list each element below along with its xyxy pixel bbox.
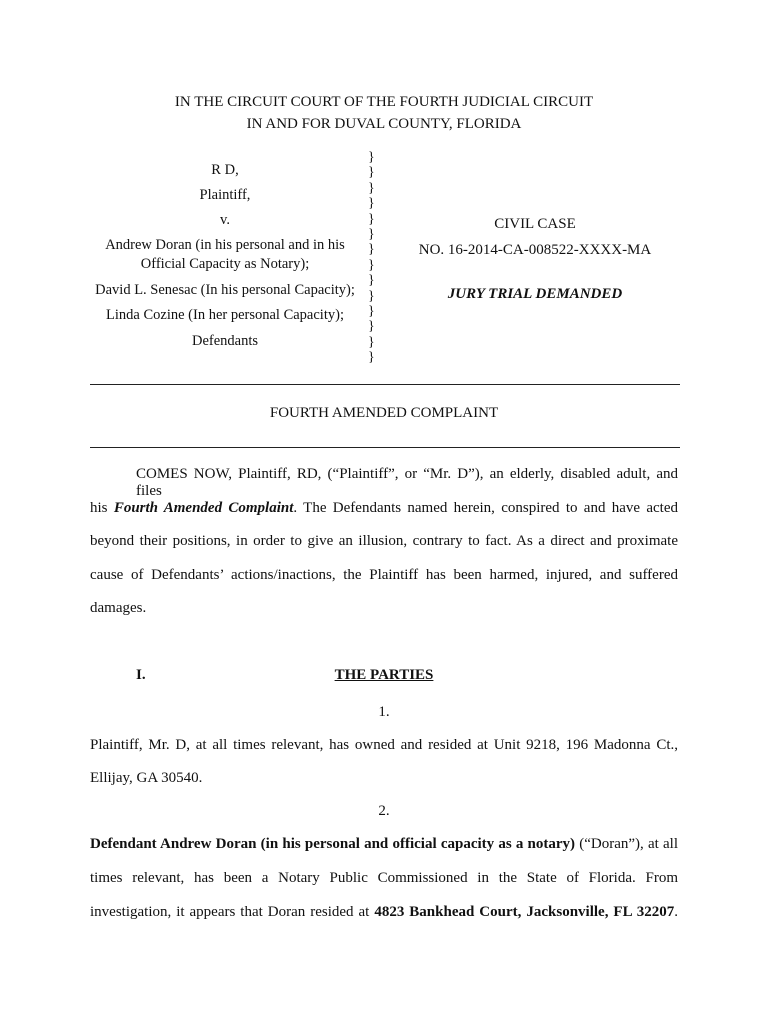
- brace: }: [368, 257, 375, 273]
- section-numeral: I.: [136, 667, 146, 683]
- brace: }: [368, 334, 375, 350]
- intro-line-3: beyond their positions, in order to give an illusion, contrary to fact. As a direct and proximate: [90, 533, 678, 549]
- para2-line-3-a: investigation, it appears that Doran resided at: [90, 904, 375, 920]
- intro-line-1: COMES NOW, Plaintiff, RD, (“Plaintiff”, or “Mr. D”), an elderly, disabled adult, and files: [136, 466, 678, 499]
- caption-braces: [368, 150, 380, 366]
- brace: }: [368, 242, 375, 258]
- defendant2: David L. Senesac (In his personal Capacity);: [95, 282, 355, 298]
- para2-line-1-rest: (“Doran”), at all: [575, 836, 679, 852]
- brace: }: [368, 165, 375, 181]
- section-title: THE PARTIES: [334, 667, 434, 683]
- intro-complaint-title: Fourth Amended Complaint: [113, 500, 294, 516]
- para2-line-3-c: .: [674, 904, 678, 920]
- divider-bottom: [90, 447, 680, 448]
- intro-line-2-c: . The Defendants named herein, conspired to and have acted: [293, 500, 678, 516]
- para1-line-1: Plaintiff, Mr. D, at all times relevant, has owned and resided at Unit 9218, 196 Madonna Ct.,: [90, 737, 678, 753]
- defendant1-line1: Andrew Doran (in his personal and in his: [105, 237, 345, 253]
- paragraph-number-1: 1.: [378, 704, 390, 720]
- brace: }: [368, 196, 375, 212]
- divider-top: [90, 384, 680, 385]
- intro-line-4: cause of Defendants’ actions/inactions, the Plaintiff has been harmed, injured, and suffered: [90, 567, 678, 583]
- brace: }: [368, 211, 375, 227]
- jury-demand: JURY TRIAL DEMANDED: [447, 286, 623, 302]
- brace: }: [368, 304, 375, 320]
- brace: }: [368, 350, 375, 366]
- defendant1-line2: Official Capacity as Notary);: [140, 256, 310, 272]
- brace: }: [368, 273, 375, 289]
- plaintiff-name: R D,: [211, 162, 239, 178]
- brace: }: [368, 180, 375, 196]
- intro-line-5: damages.: [90, 600, 147, 616]
- paragraph-number-2: 2.: [378, 803, 390, 819]
- para2-line-1: [90, 836, 678, 853]
- intro-line-2-a: his: [90, 500, 114, 516]
- para1-line-2: Ellijay, GA 30540.: [90, 770, 203, 786]
- defendants-role: Defendants: [191, 333, 259, 349]
- para2-defendant-name: Defendant Andrew Doran (in his personal and official capacity as a notary): [90, 836, 576, 852]
- versus: v.: [220, 212, 230, 228]
- plaintiff-role: Plaintiff,: [199, 187, 251, 203]
- defendant3: Linda Cozine (In her personal Capacity);: [106, 307, 344, 323]
- para2-line-2: times relevant, has been a Notary Public Commissioned in the State of Florida. From: [90, 870, 678, 886]
- brace: }: [368, 227, 375, 243]
- case-number: NO. 16-2014-CA-008522-XXXX-MA: [418, 242, 652, 258]
- document-title: FOURTH AMENDED COMPLAINT: [269, 405, 499, 421]
- brace: }: [368, 288, 375, 304]
- case-type: CIVIL CASE: [494, 216, 576, 232]
- para2-address: 4823 Bankhead Court, Jacksonville, FL 32207: [374, 904, 675, 920]
- court-heading-line2: IN AND FOR DUVAL COUNTY, FLORIDA: [246, 116, 522, 132]
- brace: }: [368, 150, 375, 165]
- intro-line-2: [90, 500, 678, 517]
- brace: }: [368, 319, 375, 335]
- court-heading-line1: IN THE CIRCUIT COURT OF THE FOURTH JUDICIAL CIRCUIT: [174, 94, 594, 110]
- para2-line-3: [90, 904, 678, 921]
